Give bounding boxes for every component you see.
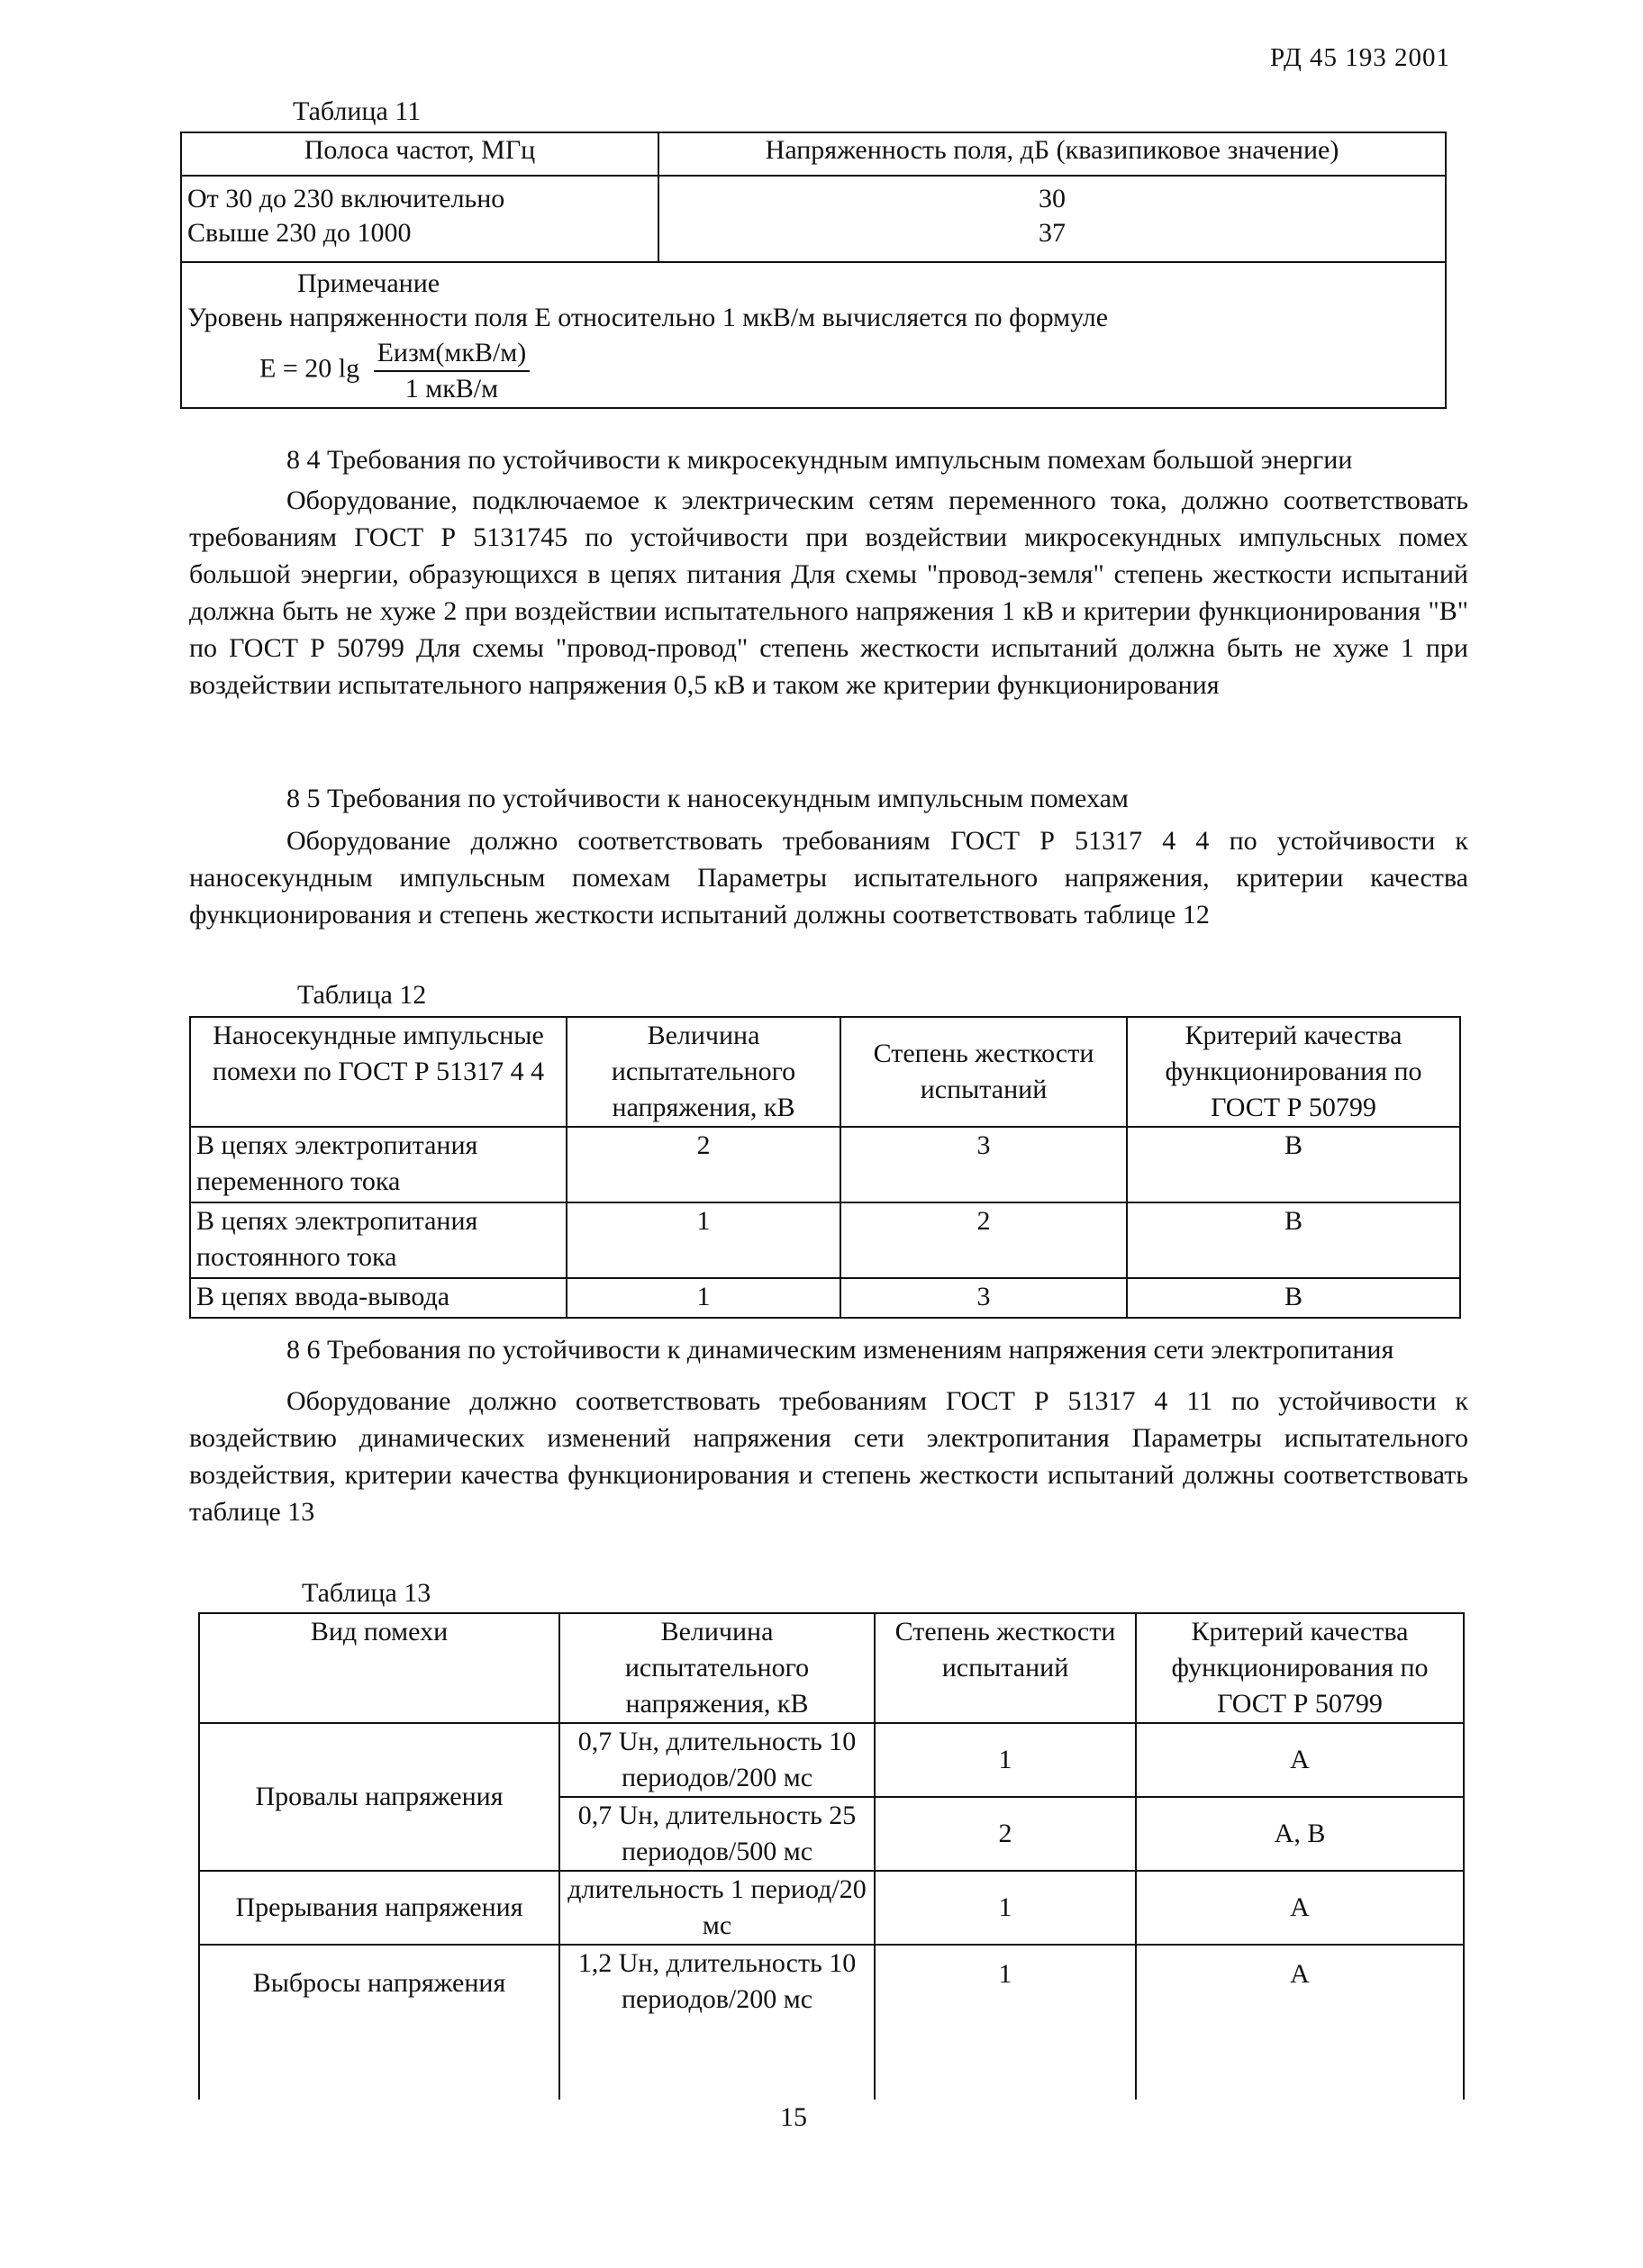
section-8-6-text: Оборудование должно соответствовать требованиям ГОСТ Р 51317 4 11 по устойчивости к воздействию динамических изменений напряжения сети электропитания Параметры испытательного воздействия, критерии качества функционирования и степень жесткости испытаний должны соответствовать таблице 13 <box>189 1386 1468 1527</box>
table12-caption: Таблица 12 <box>297 980 427 1010</box>
document-code: РД 45 193 2001 <box>1270 43 1450 72</box>
table13-header-severity: Степень жесткости испытаний <box>875 1613 1136 1723</box>
table-row <box>199 1945 1464 2100</box>
table-row <box>199 1871 1464 1945</box>
table11-row-label: От 30 до 230 включительно <box>187 184 505 213</box>
table11-row-value: 30 <box>1039 184 1066 213</box>
table13-caption: Таблица 13 <box>302 1578 431 1608</box>
table12-cell-severity: 2 <box>840 1202 1127 1278</box>
table13-header-type: Вид помехи <box>199 1613 559 1723</box>
table12-cell-voltage: 1 <box>567 1278 840 1318</box>
table11-row-value: 37 <box>1039 217 1066 248</box>
table11-header-field: Напряженность поля, дБ (квазипиковое значение) <box>658 132 1446 176</box>
table13-cell-voltage: 0,7 Uн, длительность 10 периодов/200 мс <box>559 1723 875 1797</box>
table13-cell-voltage: длительность 1 период/20 мс <box>559 1871 875 1945</box>
table12-cell-criterion: В <box>1127 1278 1460 1318</box>
table13-cell-severity: 1 <box>875 1945 1136 2100</box>
table12-header-severity: Степень жесткости испытаний <box>840 1017 1127 1127</box>
table-row <box>190 1127 1460 1202</box>
table-row <box>190 1278 1460 1318</box>
table11-header-freq: Полоса частот, МГц <box>181 132 658 176</box>
table12-cell-severity: 3 <box>840 1127 1127 1202</box>
table12-cell-circuit: В цепях электропитания постоянного тока <box>190 1202 567 1278</box>
table11 <box>180 132 1447 409</box>
formula-lhs: E = 20 lg <box>259 353 360 384</box>
table12-cell-severity: 3 <box>840 1278 1127 1318</box>
table13-cell-voltage: 0,7 Uн, длительность 25 периодов/500 мс <box>559 1797 875 1871</box>
table12-header-interference: Наносекундные импульсные помехи по ГОСТ Р 51317 4 4 <box>190 1017 567 1127</box>
table13-cell-type: Прерывания напряжения <box>199 1871 559 1945</box>
table13-cell-type: Выбросы напряжения <box>199 1945 559 2100</box>
table13-cell-type: Провалы напряжения <box>199 1723 559 1871</box>
formula-numerator: Eизм(мкВ/м) <box>374 336 531 372</box>
section-8-5-text: Оборудование должно соответствовать требованиям ГОСТ Р 51317 4 4 по устойчивости к наносекундным импульсным помехам Параметры испытательного напряжения, критерии качества функционирования и степень жесткости испытаний должны соответствовать таблице 12 <box>189 826 1468 930</box>
section-8-4-text: Оборудование, подключаемое к электрическим сетям переменного тока, должно соответствовать требованиям ГОСТ Р 5131745 по устойчивости при воздействии микросекундных импульсных помех большой энергии, образующихся в цепях питания Для схемы "провод-земля" степень жесткости испытаний должна быть не хуже 2 при воздействии испытательного напряжения 1 кВ и критерии функционирования "В" по ГОСТ Р 50799 Для схемы "провод-провод" степень жесткости испытаний должна быть не хуже 1 при воздействии испытательного напряжения 0,5 кВ и таком же критерии функционирования <box>189 485 1468 700</box>
table11-row-label: Свыше 230 до 1000 <box>187 217 412 248</box>
table12-cell-circuit: В цепях ввода-вывода <box>190 1278 567 1318</box>
table11-formula <box>187 336 1439 405</box>
table13-cell-criterion: А <box>1136 1945 1464 2100</box>
table13-cell-criterion: А <box>1136 1871 1464 1945</box>
table13-header-voltage: Величина испытательного напряжения, кВ <box>559 1613 875 1723</box>
section-8-5 <box>189 780 1468 933</box>
table12 <box>189 1016 1461 1319</box>
table12-header-criterion: Критерий качества функционирования по ГОСТ Р 50799 <box>1127 1017 1460 1127</box>
table12-cell-voltage: 2 <box>567 1127 840 1202</box>
table12-header-voltage: Величина испытательного напряжения, кВ <box>567 1017 840 1127</box>
formula-denominator: 1 мкВ/м <box>404 373 499 404</box>
table13-cell-voltage: 1,2 Uн, длительность 10 периодов/200 мс <box>559 1945 875 2100</box>
table13-cell-severity: 1 <box>875 1723 1136 1797</box>
table11-note-title: Примечание <box>297 268 440 298</box>
section-8-5-heading: 8 5 Требования по устойчивости к наносекундным импульсным помехам <box>286 784 1129 813</box>
table13-cell-severity: 1 <box>875 1871 1136 1945</box>
table12-cell-circuit: В цепях электропитания переменного тока <box>190 1127 567 1202</box>
section-8-4 <box>189 441 1468 703</box>
section-8-6 <box>189 1331 1468 1530</box>
section-8-4-heading: 8 4 Требования по устойчивости к микросекундным импульсным помехам большой энергии <box>286 445 1353 475</box>
table12-cell-criterion: В <box>1127 1127 1460 1202</box>
table11-note-text: Уровень напряженности поля Е относительно 1 мкВ/м вычисляется по формуле <box>187 302 1109 332</box>
table13-cell-criterion: А <box>1136 1723 1464 1797</box>
table13 <box>198 1612 1465 2100</box>
table12-cell-criterion: В <box>1127 1202 1460 1278</box>
table12-cell-voltage: 1 <box>567 1202 840 1278</box>
table11-caption: Таблица 11 <box>293 96 422 126</box>
table13-cell-criterion: А, В <box>1136 1797 1464 1871</box>
table-row <box>199 1723 1464 1797</box>
table-row <box>190 1202 1460 1278</box>
table13-header-criterion: Критерий качества функционирования по ГОСТ Р 50799 <box>1136 1613 1464 1723</box>
formula-fraction <box>374 336 531 405</box>
table13-cell-severity: 2 <box>875 1797 1136 1871</box>
section-8-6-heading: 8 6 Требования по устойчивости к динамическим изменениям напряжения сети электропитания <box>286 1335 1394 1365</box>
page-number: 15 <box>780 2102 807 2132</box>
